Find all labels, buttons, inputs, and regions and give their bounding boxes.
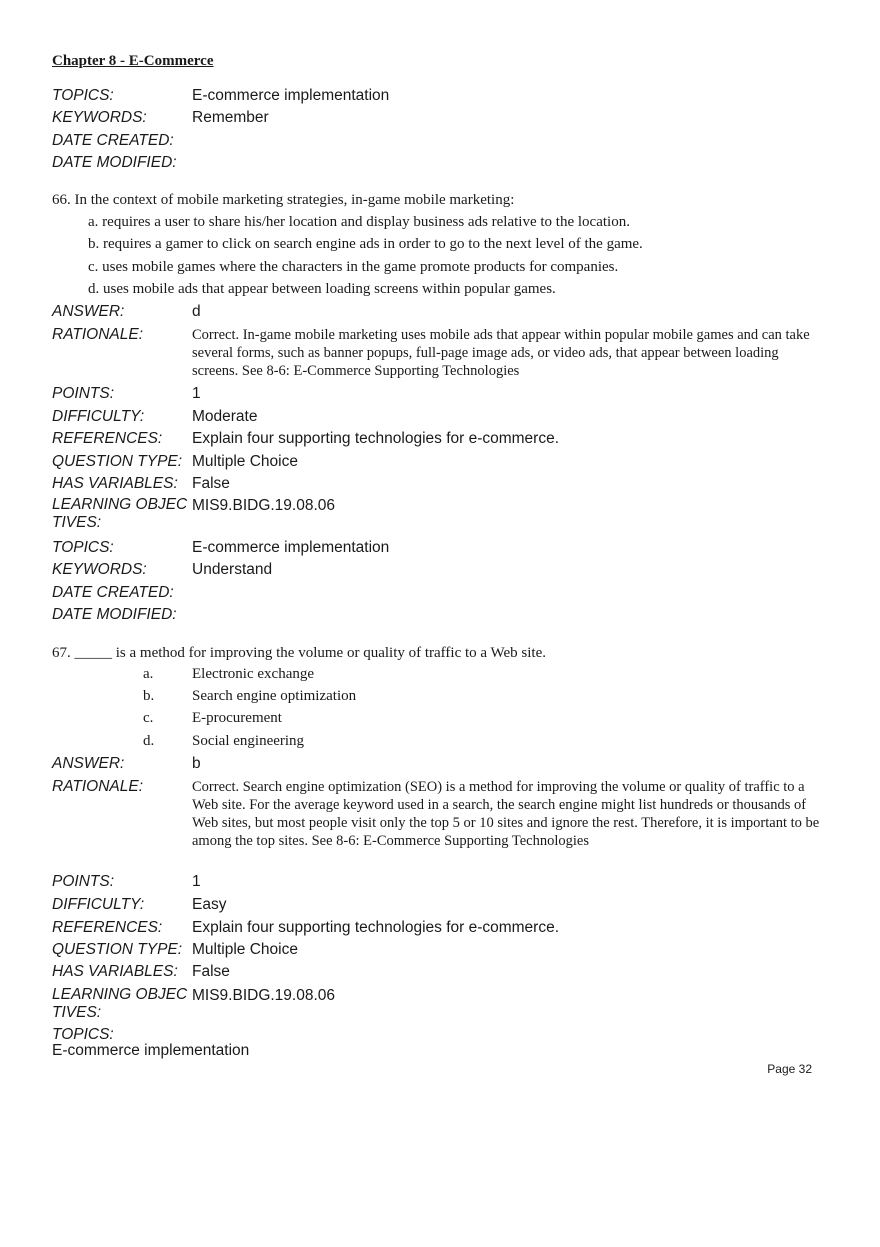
value-difficulty: Easy xyxy=(192,896,227,913)
question-67-stem: 67. _____ is a method for improving the volume or quality of traffic to a Web site. xyxy=(52,645,546,661)
q67-rationale-text: Correct. Search engine optimization (SEO) is a method for improving the volume or quality of traffic to a Web site. For the average keyword used in a search, the search engine might list hundreds or thousands of Web sites, but most people visit only the top 5 or 10 sites and ignore the rest. Therefore, it is important to be among the top sites. See 8-6: E-Commerce Supporting Technologies xyxy=(192,779,820,849)
value-keywords: Understand xyxy=(192,561,273,578)
label-answer: ANSWER: xyxy=(52,303,125,320)
label-has-variables: HAS VARIABLES: xyxy=(52,963,178,980)
q66-rationale-text: Correct. In-game mobile marketing uses mobile ads that appear within popular mobile games and can take several forms, such as banner popups, full-page image ads, or video ads, that appear between loading screens. See 8-6: E-Commerce Supporting Technologies xyxy=(192,327,810,379)
option-text: Search engine optimization xyxy=(192,688,357,704)
option-text: requires a gamer to click on search engine ads in order to go to the next level of the game. xyxy=(103,236,643,252)
q66-option-b xyxy=(88,236,643,253)
label-topics: TOPICS: xyxy=(52,539,114,556)
value-difficulty: Moderate xyxy=(192,408,258,425)
value-references: Explain four supporting technologies for e-commerce. xyxy=(192,430,560,447)
label-topics: TOPICS: xyxy=(52,1026,114,1043)
option-text: Electronic exchange xyxy=(192,666,315,682)
option-letter: b. xyxy=(143,688,155,704)
option-text: Social engineering xyxy=(192,733,305,749)
q67-option-b xyxy=(143,688,356,705)
question-66-stem: 66. In the context of mobile marketing strategies, in-game mobile marketing: xyxy=(52,192,515,208)
q66-option-a xyxy=(88,214,630,231)
option-letter: c. xyxy=(88,259,99,275)
label-keywords: KEYWORDS: xyxy=(52,561,147,578)
value-learning-objectives: MIS9.BIDG.19.08.06 xyxy=(192,497,336,514)
label-points: POINTS: xyxy=(52,873,115,890)
chapter-title: Chapter 8 - E-Commerce xyxy=(52,53,214,69)
page-number: Page 32 xyxy=(767,1062,812,1076)
q67-option-d xyxy=(143,733,304,750)
value-topics: E-commerce implementation xyxy=(192,539,390,556)
label-learning-objectives: LEARNING OBJECTIVES: xyxy=(52,496,188,531)
option-letter: c. xyxy=(143,710,154,726)
option-letter: d. xyxy=(143,733,155,749)
value-question-type: Multiple Choice xyxy=(192,941,298,958)
label-references: REFERENCES: xyxy=(52,430,163,447)
q66-option-c xyxy=(88,259,618,276)
value-learning-objectives: MIS9.BIDG.19.08.06 xyxy=(192,987,336,1004)
label-learning-objectives: LEARNING OBJECTIVES: xyxy=(52,986,188,1021)
value-has-variables: False xyxy=(192,963,230,980)
q67-option-c xyxy=(143,710,282,727)
label-date-modified: DATE MODIFIED: xyxy=(52,606,177,623)
label-answer: ANSWER: xyxy=(52,755,125,772)
label-rationale: RATIONALE: xyxy=(52,326,144,343)
label-difficulty: DIFFICULTY: xyxy=(52,408,145,425)
value-references: Explain four supporting technologies for e-commerce. xyxy=(192,919,560,936)
value-points: 1 xyxy=(192,385,201,402)
label-question-type: QUESTION TYPE: xyxy=(52,941,183,958)
label-date-created: DATE CREATED: xyxy=(52,132,174,149)
label-rationale: RATIONALE: xyxy=(52,778,144,795)
option-letter: a. xyxy=(88,214,99,230)
value-topics: E-commerce implementation xyxy=(192,87,390,104)
label-topics: TOPICS: xyxy=(52,87,114,104)
option-text: requires a user to share his/her location and display business ads relative to the location. xyxy=(102,214,630,230)
q67-option-a xyxy=(143,666,314,683)
option-letter: a. xyxy=(143,666,154,682)
option-text: E-procurement xyxy=(192,710,282,726)
label-points: POINTS: xyxy=(52,385,115,402)
value-keywords: Remember xyxy=(192,109,269,126)
label-difficulty: DIFFICULTY: xyxy=(52,896,145,913)
label-references: REFERENCES: xyxy=(52,919,163,936)
option-text: uses mobile games where the characters in the game promote products for companies. xyxy=(102,259,619,275)
value-answer: b xyxy=(192,755,201,772)
value-answer: d xyxy=(192,303,201,320)
value-has-variables: False xyxy=(192,475,230,492)
value-topics: E-commerce implementation xyxy=(52,1042,250,1059)
q66-option-d xyxy=(88,281,556,298)
label-date-modified: DATE MODIFIED: xyxy=(52,154,177,171)
option-letter: d. xyxy=(88,281,100,297)
label-has-variables: HAS VARIABLES: xyxy=(52,475,178,492)
option-text: uses mobile ads that appear between loading screens within popular games. xyxy=(103,281,556,297)
label-keywords: KEYWORDS: xyxy=(52,109,147,126)
value-points: 1 xyxy=(192,873,201,890)
label-date-created: DATE CREATED: xyxy=(52,584,174,601)
label-question-type: QUESTION TYPE: xyxy=(52,453,183,470)
value-question-type: Multiple Choice xyxy=(192,453,298,470)
option-letter: b. xyxy=(88,236,100,252)
